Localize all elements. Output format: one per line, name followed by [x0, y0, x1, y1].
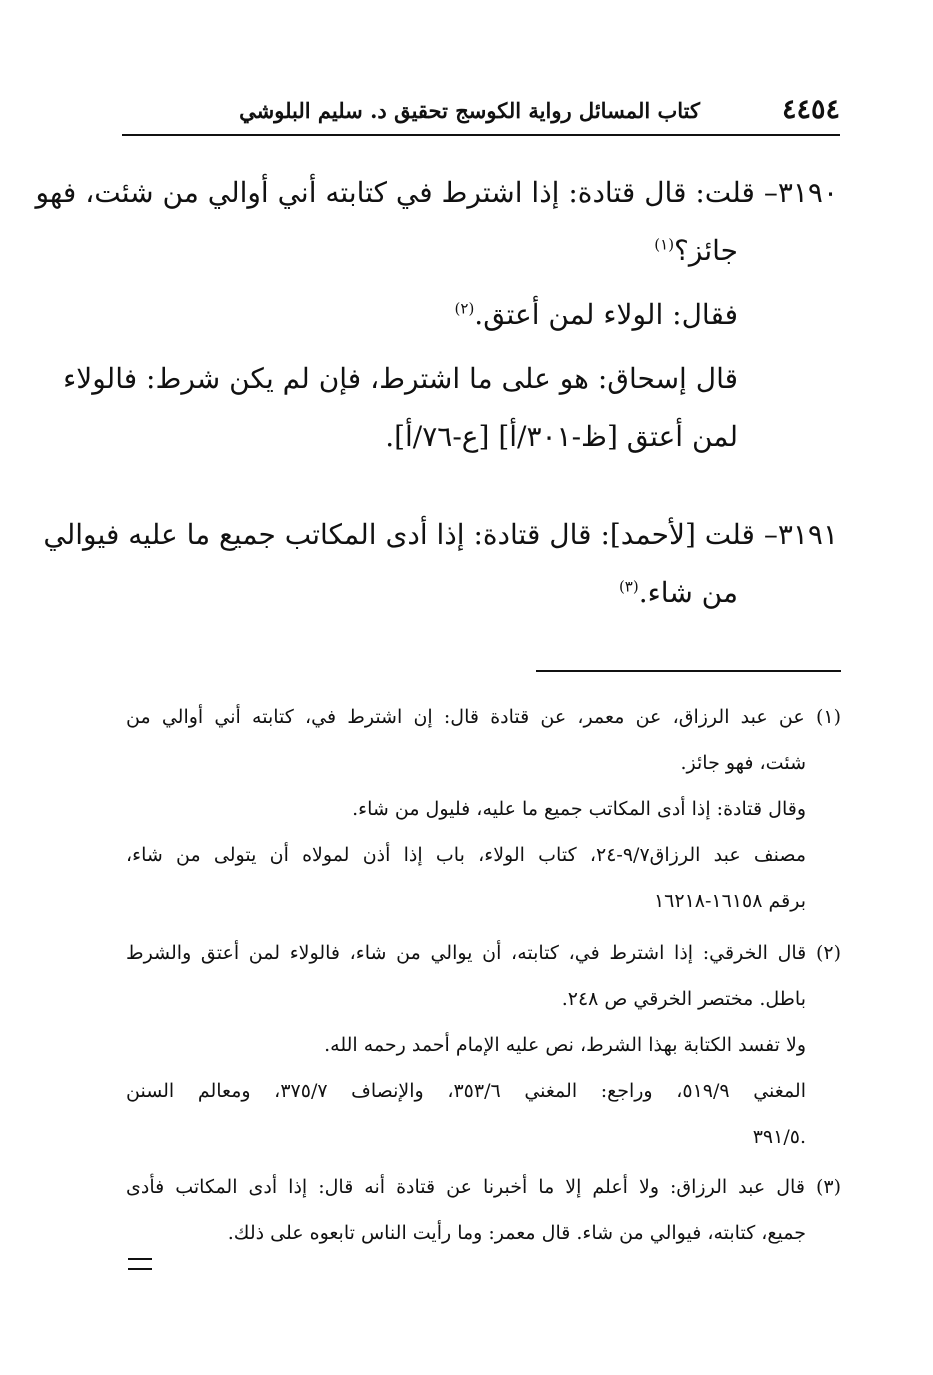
footnote-2-line-5: ٣٩١/٥. — [752, 1126, 806, 1148]
footnote-1-line-2: شئت، فهو جائز. — [680, 752, 806, 774]
paragraph-ishaq-line-2: لمن أعتق [ظ-٣٠١/أ] [ع-٧٦/أ]. — [385, 420, 738, 453]
paragraph-3190-text: جائز؟ — [674, 234, 738, 267]
footnote-1-line-5: برقم ١٦١٥٨-١٦٢١٨ — [653, 890, 806, 912]
answer-text: فقال: الولاء لمن أعتق. — [474, 298, 738, 331]
footnote-1-line-4: مصنف عبد الرزاق٩/٧-٢٤، كتاب الولاء، باب إذا أذن لمولاه أن يتولى من شاء، — [126, 844, 806, 866]
page-header — [122, 86, 840, 136]
running-title: كتاب المسائل رواية الكوسج تحقيق د. سليم البلوشي — [239, 98, 700, 123]
paragraph-3191-text: من شاء. — [638, 576, 738, 609]
footnote-1-line-1: (١) عن عبد الرزاق، عن معمر، عن قتادة قال: إن اشترط في، كتابته أني أوالي من — [126, 706, 841, 728]
paragraph-3190-line-1: ٣١٩٠– قلت: قال قتادة: إذا اشترط في كتابته أني أوالي من شئت، فهو — [35, 176, 838, 209]
footnote-2-line-2: باطل. مختصر الخرقي ص ٢٤٨. — [561, 988, 806, 1010]
footnote-2-line-4: المغني ٥١٩/٩، وراجع: المغني ٣٥٣/٦، والإنصاف ٣٧٥/٧، ومعالم السنن — [126, 1080, 806, 1102]
footnote-2-line-1: (٢) قال الخرقي: إذا اشترط في، كتابته، أن يوالي من شاء، فالولاء لمن أعتق والشرط — [126, 942, 841, 964]
footnote-1-line-3: وقال قتادة: إذا أدى المكاتب جميع ما عليه، فليول من شاء. — [352, 798, 806, 820]
footnote-ref-1: (١) — [654, 235, 675, 254]
paragraph-answer — [455, 286, 738, 344]
page-number: ٤٤٥٤ — [781, 94, 840, 125]
footnote-separator — [536, 670, 841, 672]
paragraph-3191-line-2 — [619, 564, 738, 622]
footnote-3-line-1: (٣) قال عبد الرزاق: ولا أعلم إلا ما أخبرنا عن قتادة أنه قال: إذا أدى المكاتب فأدى — [126, 1176, 841, 1198]
footnote-ref-2: (٢) — [454, 299, 475, 318]
paragraph-ishaq-line-1: قال إسحاق: هو على ما اشترط، فإن لم يكن شرط: فالولاء — [63, 362, 738, 395]
footnote-3-line-2: جميع، كتابته، فيوالي من شاء. قال معمر: وما رأيت الناس تابعوه على ذلك. — [227, 1222, 806, 1244]
paragraph-3191-line-1: ٣١٩١– قلت [لأحمد]: قال قتادة: إذا أدى المكاتب جميع ما عليه فيوالي — [43, 518, 838, 551]
footnote-ref-3: (٣) — [618, 577, 639, 596]
continuation-mark — [128, 1258, 152, 1270]
footnote-2-line-3: ولا تفسد الكتابة بهذا الشرط، نص عليه الإمام أحمد رحمه الله. — [324, 1034, 806, 1056]
paragraph-3190-line-2 — [654, 222, 738, 280]
